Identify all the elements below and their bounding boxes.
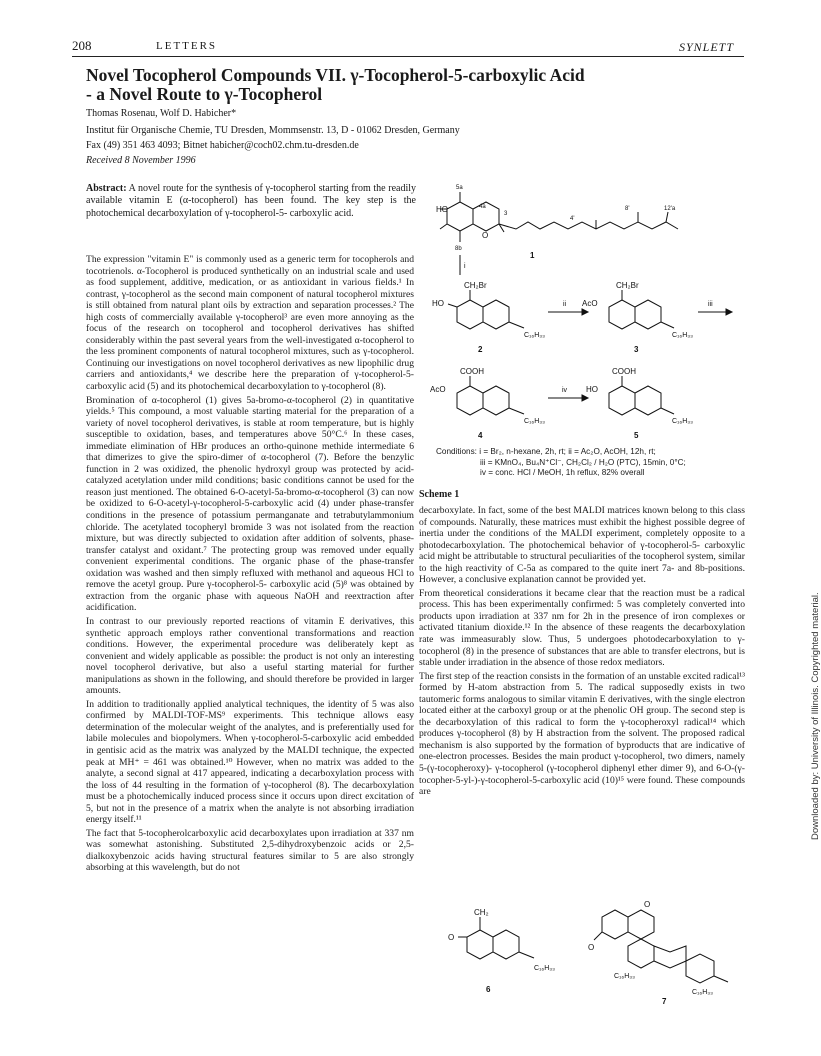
compound-4-structure <box>457 376 524 415</box>
step-label-iii: iii <box>708 301 713 308</box>
label-ho: HO <box>586 385 598 394</box>
label-ch2br: CH₂Br <box>616 281 639 290</box>
step-label-i: i <box>464 263 466 270</box>
abstract-text: A novel route for the synthesis of γ-tocopherol starting from the readily available vitamin E (α-tocopherol) has been found. The key step is the photochemical decarboxylation of γ-tocopherol-5- carboxylic acid. <box>86 183 416 219</box>
compound-number-1: 1 <box>530 251 535 260</box>
article-title <box>86 66 686 104</box>
conditions-line-2: iii = KMnO₄, Bu₄N⁺Cl⁻, CH₂Cl₂ / H₂O (PTC), 15min, 0°C; <box>480 457 686 467</box>
scheme-label: Scheme 1 <box>419 489 460 500</box>
abstract <box>86 183 416 220</box>
label-o: O <box>644 900 651 909</box>
right-column <box>419 505 745 800</box>
title-line-1: Novel Tocopherol Compounds VII. γ-Tocopherol-5-carboxylic Acid <box>86 65 585 85</box>
conditions-line-3: iv = conc. HCl / MeOH, 1h reflux, 82% overall <box>480 468 645 477</box>
scheme-conditions <box>436 447 736 479</box>
step-label-ii: ii <box>563 301 567 308</box>
abstract-label: Abstract: <box>86 183 127 194</box>
compound-5-structure <box>609 376 674 415</box>
label-chain: C₁₆H₃₃ <box>534 965 555 972</box>
label-chain: C₁₆H₃₃ <box>614 973 635 980</box>
atom-5a: 5a <box>456 185 463 191</box>
label-ch2: CH₂ <box>474 908 489 917</box>
label-ho: HO <box>436 205 448 214</box>
conditions-line-1: Conditions: i = Br₂, n-hexane, 2h, rt; ii = Ac₂O, AcOH, 12h, rt; <box>436 447 656 456</box>
label-cooh: COOH <box>612 367 636 376</box>
download-notice: Downloaded by: University of Illinois. Copyrighted material. <box>810 592 821 840</box>
step-label-iv: iv <box>562 387 568 394</box>
arrow-head <box>726 309 732 315</box>
label-ho: HO <box>432 299 444 308</box>
left-column <box>86 254 414 876</box>
atom-4-prime: 4' <box>570 216 575 222</box>
compound-2-structure <box>448 290 524 329</box>
scheme-1-structures <box>420 180 750 445</box>
label-chain: C₁₆H₃₃ <box>524 332 545 339</box>
contact-info: Fax (49) 351 463 4093; Bitnet habicher@coch02.chm.tu-dresden.de <box>86 140 359 151</box>
compound-1-structure <box>440 192 678 275</box>
authors: Thomas Rosenau, Wolf D. Habicher* <box>86 108 237 119</box>
received-date: Received 8 November 1996 <box>86 155 196 166</box>
page-number: 208 <box>72 38 92 53</box>
atom-8-prime: 8' <box>625 206 630 212</box>
atom-3: 3 <box>504 211 508 217</box>
atom-4a: 4a <box>479 204 486 210</box>
paragraph: The first step of the reaction consists in the formation of an unstable excited radical¹³ formed by H-atom abstraction from 5. The radical supposedly exists in two tautomeric forms analogous to similar vitamin E derivatives, with the single electron located either at the carboxyl group or at the phenolic OH group. The second step is the decarboxylation of this radical to form the γ-tocopheroxyl radical¹⁴ which produces γ-tocopherol (8) by H abstraction from the solvent. The proposed radical mechanism is also supported by the formation of byproducts that are indicative of one-electron processes. Besides the main product γ-tocopherol, two dimers, namely 5-(γ-tocopheroxy)- γ-tocopherol (γ-tocopherol diphenyl ether dimer 9), and 6-O-(γ-tocopher-5-yl-)-γ-tocopherol-5-carboxylic acid (10)¹⁵ were found. These compounds are <box>419 670 745 798</box>
paragraph: In contrast to our previously reported reactions of vitamin E derivatives, this synthetic approach employs rather conventional transformations and reaction conditions. However, the experimental procedure was deliberately kept as convenient and widely applicable as possible: the product is not only an interesting novel tocopherol derivative, but also a useful starting material for further manipulations as shown in the following, and should therefore be provided in larger amounts. <box>86 615 414 697</box>
paragraph: From theoretical considerations it became clear that the reaction must be a radical process. This has been experimentally confirmed: 5 was completely converted into products upon irradiation at 337 nm for 2h in the presence of iron complexes or activated titanium dioxide.¹² In the absence of these reagents the decarboxylation rate was immeasurably slow. Thus, 5 undergoes photodecarboxylation to γ-tocopherol (8) in the presence of substances that are able to transfer electrons, but is stable under irradiation in the absence of those redox mediators. <box>419 587 745 669</box>
atom-8b: 8b <box>455 246 462 252</box>
compound-number-5: 5 <box>634 431 639 440</box>
paragraph: decarboxylate. In fact, some of the best MALDI matrices known belong to this class of compounds. Naturally, these matrices must exhibit the highest possible degree of inertia under the conditions of the MALDI experiment, completely opposite to a photodecarboxylation. The photochemical behavior of γ-tocopherol-5- carboxylic acid might be attributable to structural peculiarities of the tocopherol system, similar to the high reactivity of C-5a as compared to the quite inert 7a- and 8b-positions. However, a conclusive explanation cannot be provided yet. <box>419 505 745 586</box>
paragraph: Bromination of α-tocopherol (1) gives 5a-bromo-α-tocopherol (2) in quantitative yields.⁵ This compound, a most valuable starting material for the preparation of a variety of novel tocopherol derivatives, is stable at room temperature, but is highly susceptible to oxidation, bases, and temperatures above 50°C.⁶ In these cases, immediate elimination of HBr produces an ortho-quinone methide intermediate 6 that dimerizes to give the spiro-dimer of α-tocopherol (7). Before the benzylic function in 2 was oxidized, the phenolic hydroxyl group was protected by acid-catalyzed acetylation under mild conditions; basic conditions cannot be used for the reason just mentioned. The obtained 6-O-acetyl-5a-bromo-α-tocopherol (3) can now be oxidized to 6-O-acetyl-γ-tocopherol-5-carboxylic acid (4) under phase-transfer conditions in the presence of potassium permanganate and tetrabutylammonium chloride. The acetylated tocopheryl bromide 3 was not isolated from the reaction mixture, but was directly subjected to oxidation after addition of solvents, phase-transfer catalyst and oxidant.⁷ The protecting group was removed under equally convenient experimental conditions. The organic phase of the phase-transfer oxidation was washed and then simply refluxed with methanol and aqueous HCl to remove the acetyl group. Pure γ-tocopherol-5- carboxylic acid (5)⁸ was obtained by extraction from the organic phase with aqueous NaOH and reextraction after acidification. <box>86 394 414 614</box>
compound-number-3: 3 <box>634 345 639 354</box>
label-chain: C₁₆H₃₃ <box>672 332 693 339</box>
compound-number-7: 7 <box>662 997 667 1006</box>
compound-number-4: 4 <box>478 431 483 440</box>
section-header: LETTERS <box>156 40 218 52</box>
arrow-head <box>582 395 588 401</box>
compound-number-6: 6 <box>486 985 491 994</box>
label-cooh: COOH <box>460 367 484 376</box>
label-chain: C₁₆H₃₃ <box>524 418 545 425</box>
download-watermark <box>796 280 821 840</box>
arrow-head <box>582 309 588 315</box>
compound-3-structure <box>609 290 674 329</box>
label-ch2br: CH₂Br <box>464 281 487 290</box>
atom-12a-prime: 12'a <box>664 206 676 212</box>
paragraph: In addition to traditionally applied analytical techniques, the identity of 5 was also confirmed by MALDI-TOF-MS⁹ experiments. This technique allows easy determination of the molecular weight of the analytes, and is preferentially used for labile molecules and biopolymers. When γ-tocopherol-5-carboxylic acid embedded in gentisic acid as the matrix was analyzed by the MALDI technique, the expected peak at MH⁺ = 461 was obtained.¹⁰ However, when no matrix was added to the analyte, a second signal at 417 appeared, indicating a decarboxylation process with the loss of 44 resulting in the formation of γ-tocopherol (8). The decarboxylation must be a photochemically induced process since it occurs upon direct excitation of 5, but not in the presence of a matrix when the analyte is not absorbing irradiation energy itself.¹¹ <box>86 698 414 826</box>
label-chain: C₁₆H₃₃ <box>672 418 693 425</box>
label-aco: AcO <box>430 385 446 394</box>
paragraph: The expression "vitamin E" is commonly used as a generic term for tocopherols and tocotrienols. α-Tocopherol is produced synthetically on an industrial scale and used as food supplement, additive, medication, or as antioxidant in various fields.¹ In contrast, γ-tocopherol as the second main component of natural tocopherol mixtures is still obtained from natural plant oils by extraction and separation processes.² The high costs of commercially available γ-tocopherol³ are even more annoying as the focus of the research on tocopherol and tocopherol derivatives has shifted considerably within the past several years from the well-investigated α-tocopherol to the less prominent components of natural tocopherol mixtures, such as γ-tocopherol. Continuing our investigations on novel tocopherol derivatives as new lipophilic drug carriers and antioxidants,⁴ we describe here the preparation of γ-tocopherol-5-carboxylic acid (5) and its photochemical decarboxylation to γ-tocopherol (8). <box>86 254 414 393</box>
label-aco: AcO <box>582 299 598 308</box>
compound-number-2: 2 <box>478 345 483 354</box>
label-o: O <box>482 231 489 240</box>
title-line-2: - a Novel Route to γ-Tocopherol <box>86 84 323 104</box>
compound-6-structure <box>458 917 534 959</box>
header-rule <box>72 56 744 57</box>
label-o: O <box>448 933 455 942</box>
label-o: O <box>588 943 595 952</box>
structures-6-7 <box>430 882 750 1042</box>
affiliation: Institut für Organische Chemie, TU Dresden, Mommsenstr. 13, D - 01062 Dresden, Germany <box>86 125 460 136</box>
journal-name: SYNLETT <box>678 40 734 54</box>
paragraph: The fact that 5-tocopherolcarboxylic acid decarboxylates upon irradiation at 337 nm was somewhat astonishing. Substituted 2,5-dihydroxybenzoic acids or 2,5-dialkoxybenzoic acids having structural features similar to 5 are also strongly absorbing at this wavelength, but do not <box>86 827 414 874</box>
label-chain: C₁₆H₃₃ <box>692 989 713 996</box>
